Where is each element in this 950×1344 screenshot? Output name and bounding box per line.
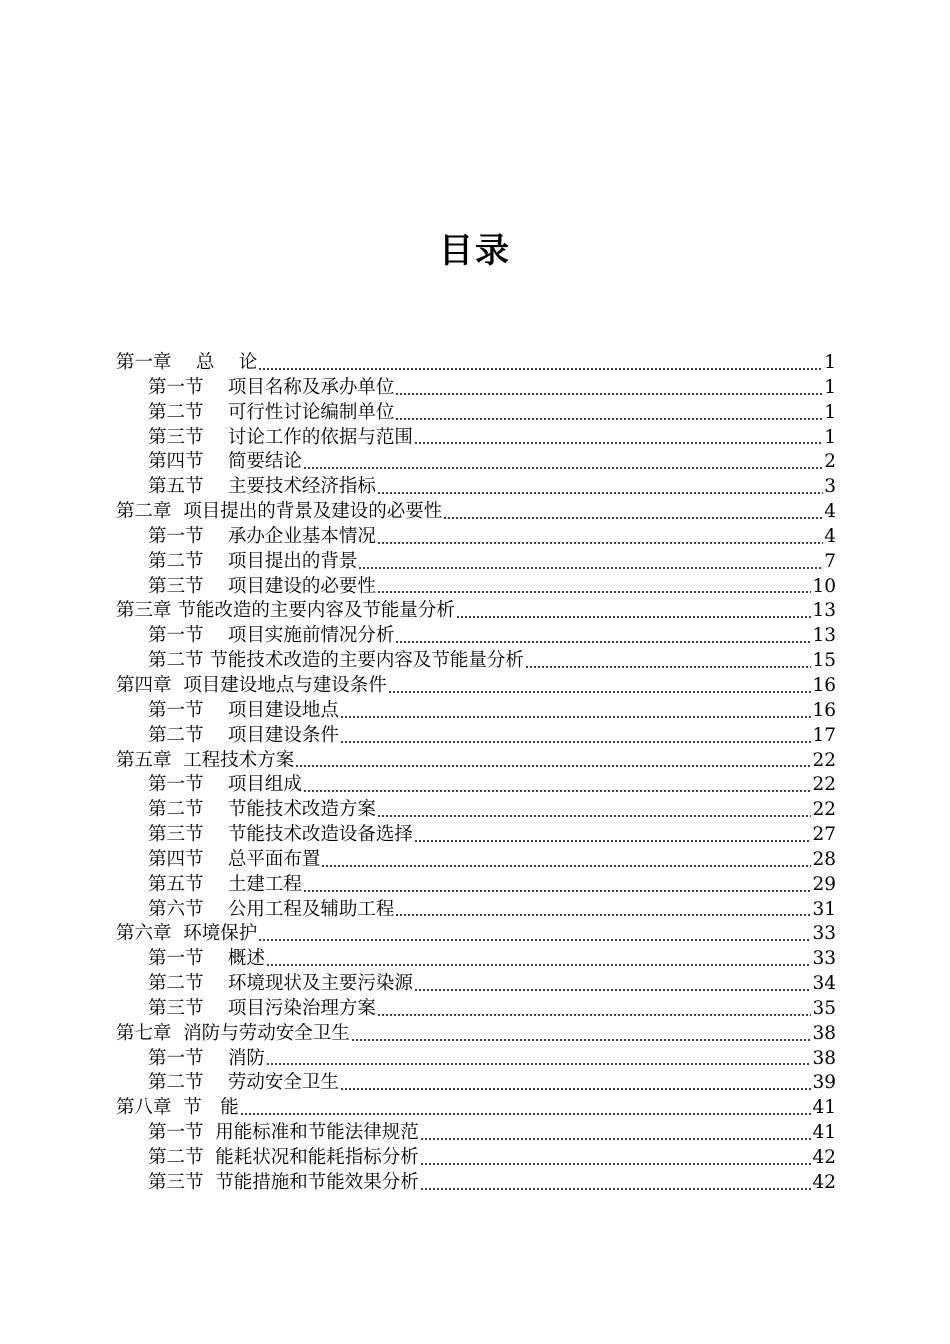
- toc-dot-leader: [266, 964, 812, 966]
- toc-entry-label: 第四节 简要结论: [148, 451, 302, 473]
- toc-chapter-entry[interactable]: [116, 922, 836, 947]
- toc-page-number: 4: [824, 501, 836, 523]
- toc-chapter-entry[interactable]: [116, 674, 836, 699]
- toc-section-entry[interactable]: [116, 624, 836, 649]
- toc-page-number: 34: [812, 973, 836, 995]
- toc-page-number: 22: [812, 774, 836, 796]
- toc-page-number: 39: [812, 1072, 836, 1094]
- toc-section-entry[interactable]: [116, 575, 836, 600]
- toc-dot-leader: [340, 1088, 812, 1090]
- toc-section-entry[interactable]: [116, 972, 836, 997]
- toc-entry-label: 第五节 主要技术经济指标: [148, 476, 376, 498]
- toc-dot-leader: [358, 567, 823, 569]
- toc-page-number: 42: [812, 1147, 836, 1168]
- toc-section-entry[interactable]: [116, 426, 836, 451]
- toc-entry-label: 第三节 项目建设的必要性: [148, 575, 376, 597]
- toc-section-entry[interactable]: [116, 450, 836, 475]
- toc-entry-label: 第三节 节能措施和节能效果分析: [148, 1171, 419, 1193]
- toc-entry-label: 第二节 劳动安全卫生: [148, 1072, 339, 1094]
- toc-page-number: 16: [812, 674, 836, 696]
- toc-dot-leader: [388, 691, 812, 693]
- toc-entry-label: 第三节 讨论工作的依据与范围: [148, 426, 413, 448]
- toc-dot-leader: [377, 542, 823, 544]
- toc-page-number: 22: [812, 799, 836, 821]
- toc-section-entry[interactable]: [116, 550, 836, 575]
- page-title: 目录: [439, 231, 511, 271]
- toc-section-entry[interactable]: [116, 525, 836, 550]
- toc-section-entry[interactable]: [116, 649, 836, 674]
- toc-page-number: 1: [824, 426, 836, 448]
- toc-page-number: 2: [824, 451, 836, 473]
- toc-page-number: 28: [812, 848, 836, 870]
- toc-dot-leader: [420, 1163, 812, 1165]
- toc-dot-leader: [395, 914, 811, 916]
- toc-section-entry[interactable]: [116, 699, 836, 724]
- toc-section-entry[interactable]: [116, 1171, 836, 1196]
- toc-entry-label: 第六节 公用工程及辅助工程: [148, 898, 395, 920]
- table-of-contents: [116, 351, 836, 1196]
- toc-dot-leader: [414, 442, 823, 444]
- toc-page-number: 22: [812, 749, 836, 771]
- toc-entry-label: 第六章 环境保护: [116, 923, 258, 945]
- toc-page-number: 4: [824, 525, 836, 547]
- toc-page-number: 27: [812, 824, 836, 846]
- toc-entry-label: 第二节 节能技术改造的主要内容及节能量分析: [148, 650, 524, 672]
- toc-dot-leader: [303, 467, 823, 469]
- toc-entry-label: 第七章 消防与劳动安全卫生: [116, 1022, 350, 1044]
- toc-section-entry[interactable]: [116, 401, 836, 426]
- toc-page-number: 16: [812, 699, 836, 721]
- toc-section-entry[interactable]: [116, 848, 836, 873]
- toc-page-number: 17: [812, 724, 836, 746]
- toc-chapter-entry[interactable]: [116, 599, 836, 624]
- toc-dot-leader: [303, 790, 812, 792]
- toc-page-number: 15: [812, 650, 836, 672]
- toc-entry-label: 第三节 节能技术改造设备选择: [148, 824, 413, 846]
- toc-dot-leader: [414, 840, 812, 842]
- toc-section-entry[interactable]: [116, 1047, 836, 1072]
- toc-entry-label: 第一节 项目名称及承办单位: [148, 376, 395, 398]
- toc-entry-label: 第一节 项目建设地点: [148, 699, 339, 721]
- toc-dot-leader: [420, 1188, 812, 1190]
- toc-entry-label: 第一节 消防: [148, 1047, 265, 1069]
- toc-section-entry[interactable]: [116, 898, 836, 923]
- toc-entry-label: 第五节 土建工程: [148, 873, 302, 895]
- toc-dot-leader: [340, 716, 812, 718]
- toc-entry-label: 第一节 用能标准和节能法律规范: [148, 1122, 419, 1144]
- toc-entry-label: 第四章 项目建设地点与建设条件: [116, 674, 387, 696]
- toc-section-entry[interactable]: [116, 798, 836, 823]
- toc-entry-label: 第二节 能耗状况和能耗指标分析: [148, 1147, 419, 1168]
- toc-entry-label: 第二节 可行性讨论编制单位: [148, 401, 395, 423]
- toc-section-entry[interactable]: [116, 773, 836, 798]
- toc-entry-label: 第二节 项目提出的背景: [148, 550, 358, 572]
- toc-entry-label: 第三节 项目污染治理方案: [148, 997, 376, 1019]
- toc-chapter-entry[interactable]: [116, 1022, 836, 1047]
- toc-dot-leader: [303, 890, 812, 892]
- toc-page-number: 1: [824, 376, 836, 398]
- toc-page-number: 35: [812, 997, 836, 1019]
- toc-page-number: 31: [812, 898, 836, 920]
- toc-dot-leader: [414, 989, 812, 991]
- toc-dot-leader: [351, 1039, 812, 1041]
- toc-dot-leader: [258, 939, 811, 941]
- toc-page-number: 7: [824, 550, 836, 572]
- toc-page-number: 38: [812, 1022, 836, 1044]
- toc-section-entry[interactable]: [116, 823, 836, 848]
- toc-chapter-entry[interactable]: [116, 1096, 836, 1121]
- toc-dot-leader: [395, 641, 811, 643]
- toc-dot-leader: [456, 616, 812, 618]
- toc-page-number: 13: [812, 600, 836, 622]
- toc-dot-leader: [266, 1063, 812, 1065]
- toc-page-number: 13: [812, 625, 836, 647]
- toc-dot-leader: [525, 666, 812, 668]
- toc-page-number: 29: [812, 873, 836, 895]
- toc-entry-label: 第一节 承办企业基本情况: [148, 525, 376, 547]
- toc-entry-label: 第二节 节能技术改造方案: [148, 799, 376, 821]
- toc-entry-label: 第八章 节 能: [116, 1097, 239, 1119]
- toc-dot-leader: [258, 368, 823, 370]
- toc-page-number: 1: [824, 401, 836, 423]
- toc-entry-label: 第一节 项目实施前情况分析: [148, 625, 395, 647]
- toc-dot-leader: [420, 1138, 812, 1140]
- toc-section-entry[interactable]: [116, 1121, 836, 1146]
- toc-chapter-entry[interactable]: [116, 749, 836, 774]
- toc-section-entry[interactable]: [116, 947, 836, 972]
- toc-page-number: 41: [812, 1097, 836, 1119]
- toc-entry-label: 第一节 项目组成: [148, 774, 302, 796]
- toc-dot-leader: [377, 815, 812, 817]
- toc-section-entry[interactable]: [116, 724, 836, 749]
- toc-dot-leader: [377, 1014, 812, 1016]
- toc-entry-label: 第二节 项目建设条件: [148, 724, 339, 746]
- toc-chapter-entry[interactable]: [116, 351, 836, 376]
- toc-page-number: 38: [812, 1047, 836, 1069]
- toc-section-entry[interactable]: [116, 873, 836, 898]
- toc-dot-leader: [240, 1113, 812, 1115]
- toc-page-number: 42: [812, 1171, 836, 1193]
- toc-dot-leader: [377, 591, 812, 593]
- toc-dot-leader: [395, 418, 823, 420]
- toc-page-number: 33: [812, 923, 836, 945]
- toc-page-number: 3: [824, 476, 836, 498]
- toc-dot-leader: [377, 492, 823, 494]
- toc-page-number: 41: [812, 1122, 836, 1144]
- toc-entry-label: 第三章 节能改造的主要内容及节能量分析: [116, 600, 455, 622]
- toc-section-entry[interactable]: [116, 1071, 836, 1096]
- toc-section-entry[interactable]: [116, 376, 836, 401]
- toc-entry-label: 第二章 项目提出的背景及建设的必要性: [116, 501, 443, 523]
- toc-page-number: 10: [812, 575, 836, 597]
- toc-entry-label: 第四节 总平面布置: [148, 848, 321, 870]
- toc-entry-label: 第一节 概述: [148, 948, 265, 970]
- toc-entry-label: 第五章 工程技术方案: [116, 749, 295, 771]
- toc-chapter-entry[interactable]: [116, 500, 836, 525]
- toc-page-number: 1: [824, 352, 836, 373]
- toc-section-entry[interactable]: [116, 1146, 836, 1171]
- toc-section-entry[interactable]: [116, 475, 836, 500]
- toc-entry-label: 第一章 总 论: [116, 352, 258, 373]
- toc-section-entry[interactable]: [116, 997, 836, 1022]
- toc-dot-leader: [295, 765, 811, 767]
- toc-dot-leader: [340, 741, 812, 743]
- toc-dot-leader: [321, 865, 811, 867]
- toc-page-number: 33: [812, 948, 836, 970]
- toc-dot-leader: [395, 393, 823, 395]
- toc-dot-leader: [443, 517, 823, 519]
- toc-entry-label: 第二节 环境现状及主要污染源: [148, 973, 413, 995]
